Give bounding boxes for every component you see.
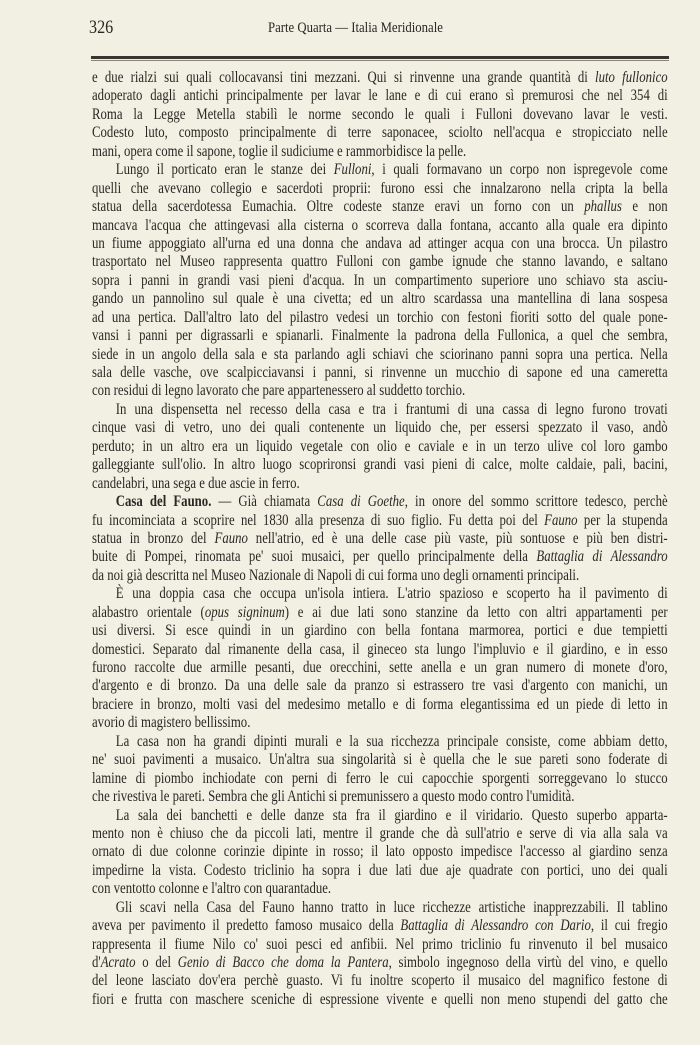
text-segment: candelabri, una sega e due ascie in ferro.: [92, 474, 300, 492]
text-segment: braciere in bronzo, molti vasi del medesimo metallo e di forma elegantissima ed un piede di letto in: [92, 695, 668, 713]
text-line: [92, 180, 668, 198]
text-segment: alabastro orientale (: [92, 603, 205, 621]
body-text: [92, 69, 668, 1009]
italic-term: Battaglia di Alessandro: [536, 548, 668, 566]
text-line: [92, 843, 668, 861]
text-line: [92, 327, 668, 345]
text-line: [92, 604, 668, 622]
text-segment: nell'atrio, ed è una delle case più vaste, più sontuose e più ben distri-: [247, 529, 668, 547]
text-line: [92, 382, 668, 400]
italic-term: Fauno: [214, 529, 248, 547]
text-segment: un fiume appoggiato all'urna ed una donna che andava ad attinger acqua con una brocca. Un pilastro: [92, 234, 668, 252]
text-segment: La casa non ha grandi dipinti murali e la sua ricchezza principale consiste, come abbiam detto,: [115, 732, 668, 750]
text-line: [92, 364, 668, 382]
text-segment: del leone lasciato dov'era perchè guasto. Vi fu inoltre scoperto il musaico del magnifico festone di: [92, 972, 668, 990]
text-line: [92, 401, 668, 419]
text-segment: fu incominciata a scoprire nel 1830 alla presenza di suo figlio. Fu detta poi del: [92, 511, 545, 529]
text-segment: mento non è chiuso che da piccoli lati, mentre il grande che dà sull'atrio e serve di via alla sala va: [92, 824, 668, 842]
text-segment: adoperato dagli antichi principalmente per lavar le lane e di cui erano sì premurosi che nel 354 di: [92, 87, 668, 105]
text-line: [92, 936, 668, 954]
text-segment: buite di Pompei, rinomata pe' suoi musaici, per quello principalmente della: [92, 548, 537, 566]
text-line: [92, 456, 668, 474]
text-line: [92, 309, 668, 327]
text-segment: quelli che avevano collegio e sacerdoti proprii: furono essi che innalzarono nella cripta la bella: [92, 179, 668, 197]
text-segment: mancava l'acqua che attingevasi alla cisterna o scorreva dalla fontana, accanto alla quale era dipinto: [92, 216, 668, 234]
page-number: 326: [89, 17, 114, 38]
text-segment: , simbolo ingegnoso della virtù del vino, e quello: [388, 954, 668, 971]
text-line: [92, 512, 668, 530]
text-line: [92, 585, 668, 603]
text-line: [92, 106, 668, 124]
text-line: [92, 87, 668, 105]
text-segment: cinque vasi di vetro, uno dei quali contenente un liquido che, per essersi spezzato il vaso, andò: [92, 419, 668, 437]
text-line: [92, 954, 668, 972]
text-segment: La sala dei banchetti e delle danze sta fra il giardino e il viridario. Questo superbo apparta-: [115, 806, 668, 824]
text-segment: ornato di due colonne corinzie dipinte in rosso; il lato opposto impedisce l'accesso al giardino senza: [92, 843, 668, 861]
paragraph: [92, 585, 668, 733]
text-line: [92, 475, 668, 493]
text-line: [92, 217, 668, 235]
italic-term: Casa di Goethe: [317, 493, 405, 511]
paragraph: [92, 493, 668, 585]
text-segment: per la stupenda: [577, 511, 668, 529]
text-segment: In una dispensetta nel recesso della casa e tra i frantumi di una cassa di legno furono trovati: [115, 400, 668, 418]
text-segment: e non: [621, 198, 668, 216]
text-segment: Codesto luto, composto principalmente di terre saponacee, sciolto nell'acqua e stropicciato nelle: [92, 124, 668, 142]
text-segment: galleggiante sull'olio. In altro luogo scoprironsi grandi vasi pieni di calce, molte caldaie, pali, bacini,: [92, 456, 668, 474]
text-segment: statua della sacerdotessa Eumachia. Oltre codeste stanze eravi un forno con un: [92, 198, 585, 216]
text-segment: , i quali formavano un corpo non ispregevole come: [371, 161, 668, 179]
italic-term: Genio di Bacco che doma la Pantera: [177, 954, 389, 971]
text-line: [92, 235, 668, 253]
text-line: [92, 143, 668, 161]
text-line: [92, 346, 668, 364]
text-line: [92, 438, 668, 456]
text-segment: con ventotto colonne e l'altro con quarantadue.: [92, 880, 332, 898]
text-segment: d'argento e di bronzo. Da una delle sale da pranzo si estrassero tre vasi d'argento con manichi, un: [92, 677, 668, 695]
header-rule: [91, 56, 669, 59]
text-line: [92, 69, 668, 87]
text-segment: che rivestiva le pareti. Sembra che gli Antichi si premunissero a questo modo contro l'umidità.: [92, 788, 575, 806]
text-segment: , in onore del sommo scrittore tedesco, perchè: [404, 493, 668, 511]
text-segment: statua in bronzo del: [92, 529, 215, 547]
text-segment: usi diversi. Si esce quindi in un giardino con bella fontana marmorea, portici e due tempietti: [92, 622, 668, 640]
text-line: [92, 161, 668, 179]
text-line: [92, 641, 668, 659]
text-line: [92, 272, 668, 290]
text-segment: lamine di piombo inchiodate con perni di ferro le cui capocchie sporgenti sorreggevano lo stucco: [92, 769, 668, 787]
text-line: [92, 862, 668, 880]
text-segment: , il cui fregio: [590, 917, 668, 935]
text-segment: Lungo il porticato eran le stanze dei: [115, 161, 334, 179]
text-line: [92, 622, 668, 640]
text-line: [92, 714, 668, 732]
paragraph: [92, 899, 668, 1010]
text-segment: sopra i panni in grandi vasi pieni d'acqua. In un compartimento superiore uno schiavo sta asciu-: [92, 271, 668, 289]
text-segment: siede in un angolo della sala e sta parlando agli schiavi che sciorinano panni sopra una pertica. Nella: [92, 345, 668, 363]
text-line: [92, 548, 668, 566]
text-segment: gando un pannolino sul quale è una civetta; ed un altro scardassa una mantellina di lana sospesa: [92, 290, 668, 308]
text-segment: trasportato nel Museo rappresenta quattro Fulloni con gambe ignude che stanno lavando, e saltano: [92, 253, 668, 271]
text-segment: furono raccolte due armille pesanti, due orecchini, sette anella e un gran numero di monete d'oro,: [92, 659, 668, 676]
text-line: [92, 770, 668, 788]
text-segment: domestici. Separato dal rimanente della casa, il gineceo sta lungo l'impluvio e il giardino, e in esso: [92, 640, 668, 658]
text-segment: da noi già descritta nel Museo Nazionale di Napoli di cui forma uno degli ornamenti principali.: [92, 566, 580, 584]
text-line: [92, 530, 668, 548]
bold-heading: Casa del Fauno.: [115, 493, 212, 511]
italic-term: Acrato: [100, 954, 136, 971]
text-line: [92, 899, 668, 917]
text-line: [92, 677, 668, 695]
italic-term: Fauno: [544, 511, 578, 529]
text-segment: Roma la Legge Metella stabilì le norme secondo le quali i Fulloni dovevano lavar le vesti.: [92, 105, 668, 123]
text-line: [92, 972, 668, 990]
text-segment: d': [92, 954, 101, 971]
paragraph: [92, 401, 668, 493]
text-segment: — Già chiamata: [211, 493, 318, 511]
text-segment: ne' suoi pavimenti a musaico. Un'altra sua singolarità si è quella che le sue pareti sono foderate di: [92, 751, 668, 769]
text-segment: impedirne la vista. Codesto triclinio ha sopra i due lati due aje quadrate con portici, uno dei quali: [92, 861, 668, 879]
header-rule-thin: [91, 60, 669, 61]
text-line: [92, 991, 668, 1009]
text-line: [92, 253, 668, 271]
text-segment: mani, opera come il sapone, toglie il sudiciume e rammorbidisce la pelle.: [92, 142, 467, 160]
text-line: [92, 419, 668, 437]
italic-term: luto fullonico: [595, 69, 668, 86]
text-segment: sala delle vasche, ove scalpicciavansi i panni, si rinvenne un mucchio di sapone ed una cameretta: [92, 364, 668, 381]
italic-term: Fulloni: [333, 161, 372, 179]
text-segment: È una doppia casa che occupa un'isola intiera. L'atrio spazioso e scoperto ha il pavimento di: [115, 585, 668, 603]
italic-term: opus signinum: [204, 603, 285, 621]
text-line: [92, 198, 668, 216]
paragraph: [92, 733, 668, 807]
text-line: [92, 659, 668, 677]
text-segment: Gli scavi nella Casa del Fauno hanno tratto in luce ricchezze artistiche inapprezzabili. Il tablino: [115, 898, 668, 916]
text-line: [92, 290, 668, 308]
text-segment: ) e ai due lati sono stanzine da letto con altri appartamenti per: [284, 603, 668, 621]
text-line: [92, 751, 668, 769]
text-line: [92, 696, 668, 714]
text-segment: e due rialzi sui quali collocavansi tini mezzani. Qui si rinvenne una grande quantità di: [92, 69, 596, 86]
text-line: [92, 733, 668, 751]
text-line: [92, 917, 668, 935]
text-segment: o del: [135, 954, 178, 971]
text-segment: aveva per pavimento il predetto famoso musaico della: [92, 917, 401, 935]
paragraph: [92, 161, 668, 401]
text-segment: rappresenta il fiume Nilo co' suoi pesci ed anfibii. Nel primo triclinio fu rinvenuto il bel musaico: [92, 935, 668, 953]
paragraph: [92, 807, 668, 899]
text-segment: con residui di legno lavorato che pare appartenessero al suddetto torchio.: [92, 382, 466, 400]
text-line: [92, 880, 668, 898]
text-line: [92, 825, 668, 843]
text-line: [92, 567, 668, 585]
italic-term: phallus: [584, 198, 622, 216]
text-segment: vansi i panni per digrassarli e spianarli. Finalmente la padrona della Fullonica, a quel che sembra,: [92, 327, 668, 345]
text-line: [92, 124, 668, 142]
text-line: [92, 788, 668, 806]
text-segment: fiori e frutta con maschere sceniche di espressione vivente e quelli non meno stupendi del gatto che: [92, 990, 668, 1008]
italic-term: Battaglia di Alessandro con Dario: [400, 917, 591, 935]
running-title: Parte Quarta — Italia Meridionale: [268, 20, 443, 36]
text-segment: avorio di magistero bellissimo.: [92, 714, 251, 732]
text-segment: ad una pertica. Dall'altro lato del pilastro vedesi un torchio con festoni fioriti sotto del quale pone-: [92, 308, 668, 326]
paragraph: [92, 69, 668, 161]
text-line: [92, 807, 668, 825]
text-segment: perduto; in un altro era un liquido vegetale con olio e caviale e in un terzo ulive col loro gambo: [92, 437, 668, 455]
text-line: [92, 493, 668, 511]
